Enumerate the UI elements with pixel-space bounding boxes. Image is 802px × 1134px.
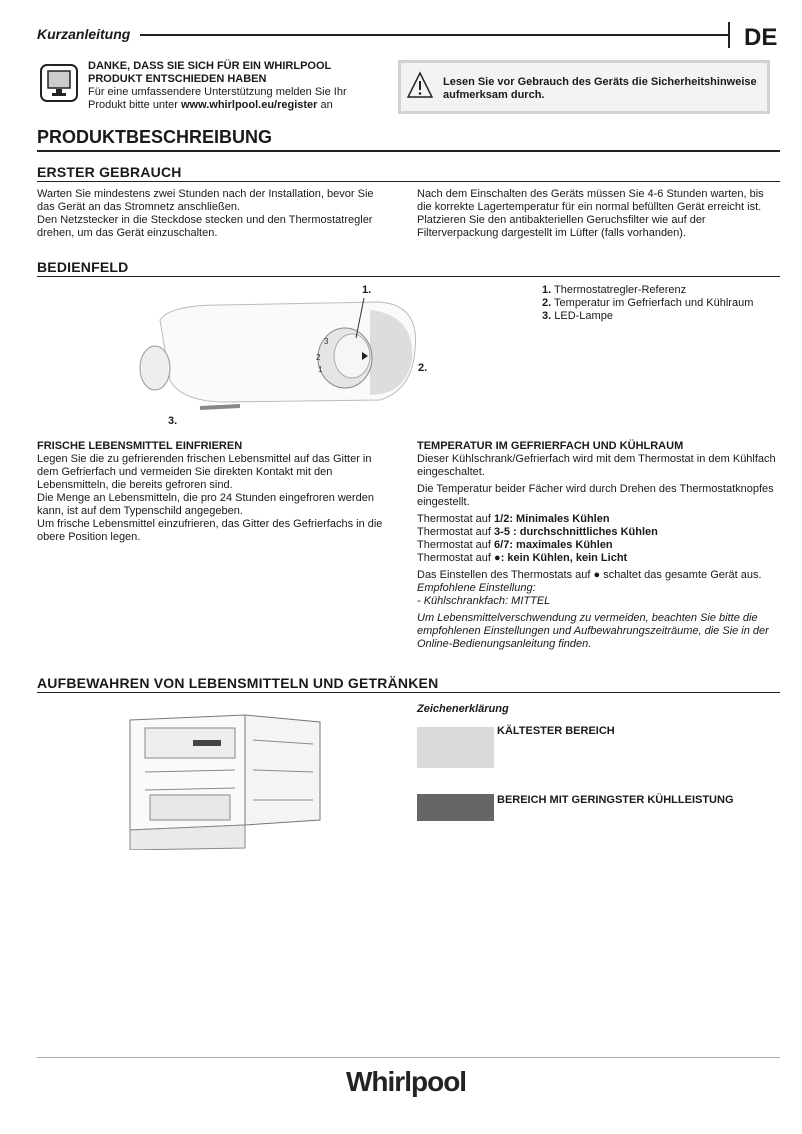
section-title-aufbewahren: AUFBEWAHREN VON LEBENSMITTELN UND GETRÄNKEN [37, 675, 439, 691]
section-title-produktbeschreibung: PRODUKTBESCHREIBUNG [37, 127, 273, 147]
section-title-bedienfeld: BEDIENFELD [37, 259, 129, 275]
dial-mark-3: 3 [324, 337, 329, 346]
setting-1: 1/2: Minimales Kühlen [494, 513, 610, 525]
warning-text-1: Lesen Sie vor Gebrauch des Geräts die Sicherheitshinweise [443, 76, 757, 88]
callout-2: 2. [418, 362, 428, 374]
section-title-erster-gebrauch: ERSTER GEBRAUCH [37, 164, 182, 180]
rule [37, 181, 780, 182]
dial-mark-2: 2 [316, 353, 321, 362]
erster-right: Nach dem Einschalten des Geräts müssen Sie 4-6 Stunden warten, bis die korrekte Lagertemperatur für ein normal befüllten Gerät erreicht ist. Platzieren Sie den antibakteriellen Geruchsfilter wie auf der Filterverpackung dargestellt im Lüfter (falls vorhanden). [417, 188, 764, 239]
legend-num: 3. [542, 310, 552, 322]
frische-title: FRISCHE LEBENSMITTEL EINFRIEREN [37, 440, 243, 452]
fridge-illustration [125, 710, 335, 850]
rule [37, 276, 780, 277]
setting-prefix: Thermostat auf [417, 552, 495, 564]
frische-p3: Um frische Lebensmittel einzufrieren, das Gitter des Gefrierfachs in die obere Position legen. [37, 518, 383, 543]
control-panel-illustration [130, 290, 440, 420]
legend-label-least-cooling: BEREICH MIT GERINGSTER KÜHLLEISTUNG [497, 794, 734, 806]
intro-thanks-2: PRODUKT ENTSCHIEDEN HABEN [88, 73, 267, 85]
intro-text [88, 60, 347, 112]
temp-waste: Um Lebensmittelverschwendung zu vermeiden, beachten Sie bitte die empfohlenen Einstellungen und Aufbewahrungszeiträume, die Sie in der Online-Bedienungsanleitung finden. [417, 612, 769, 650]
legend-label: Temperatur im Gefrierfach und Kühlraum [554, 297, 754, 309]
legend-title: Zeichenerklärung [417, 703, 509, 715]
bedienfeld-legend [542, 284, 753, 323]
register-link[interactable]: www.whirlpool.eu/register [180, 99, 318, 111]
frische-p2: Die Menge an Lebensmitteln, die pro 24 Stunden eingefroren werden kann, ist auf dem Typenschild angegeben. [37, 492, 374, 517]
legend-label: Thermostatregler-Referenz [554, 284, 687, 296]
dial-mark-1: 1 [318, 365, 323, 374]
temp-off: Das Einstellen des Thermostats auf ● schaltet das gesamte Gerät aus. [417, 569, 762, 581]
rule [37, 692, 780, 693]
setting-2: 3-5 : durchschnittliches Kühlen [494, 526, 658, 538]
intro-line-1: Für eine umfassendere Unterstützung melden Sie Ihr [88, 86, 347, 98]
language-label: DE [744, 24, 778, 51]
erster-left-1: Warten Sie mindestens zwei Stunden nach der Installation, bevor Sie das Gerät an das Stromnetz anschließen. [37, 188, 374, 213]
doc-title: Kurzanleitung [37, 26, 131, 42]
callout-3: 3. [168, 415, 178, 427]
frische-p1: Legen Sie die zu gefrierenden frischen Lebensmittel auf das Gitter in dem Gefrierfach und vermeiden Sie direkten Kontakt mit den Lebensmitteln, die bereits gefroren sind. [37, 453, 372, 491]
intro-line-2: Produkt bitte unter [88, 99, 181, 111]
temp-rec: Empfohlene Einstellung: [417, 582, 536, 594]
footer-rule [37, 1057, 780, 1058]
warning-icon [407, 71, 433, 99]
setting-prefix: Thermostat auf [417, 526, 495, 538]
header-rule [140, 34, 730, 36]
setting-off: ●: kein Kühlen, kein Licht [494, 552, 628, 564]
legend-swatch-least-cooling [417, 794, 494, 821]
temp-rec-value: - Kühlschrankfach: MITTEL [417, 595, 551, 607]
header-divider [728, 22, 730, 48]
temp-p2: Die Temperatur beider Fächer wird durch Drehen des Thermostatknopfes eingestellt. [417, 483, 774, 508]
setting-3: 6/7: maximales Kühlen [494, 539, 613, 551]
safety-warning-box [398, 60, 770, 114]
legend-num: 2. [542, 297, 552, 309]
rule [37, 150, 780, 152]
legend-num: 1. [542, 284, 552, 296]
temp-title: TEMPERATUR IM GEFRIERFACH UND KÜHLRAUM [417, 440, 684, 452]
legend-swatch-coldest [417, 727, 494, 768]
legend-label-coldest: KÄLTESTER BEREICH [497, 725, 615, 737]
setting-prefix: Thermostat auf [417, 513, 495, 525]
intro-thanks-1: DANKE, DASS SIE SICH FÜR EIN WHIRLPOOL [88, 60, 332, 72]
callout-1: 1. [362, 284, 372, 296]
monitor-icon [40, 64, 78, 107]
whirlpool-logo: Whirlpool [346, 1066, 467, 1097]
legend-label: LED-Lampe [554, 310, 613, 322]
erster-left-2: Den Netzstecker in die Steckdose stecken und den Thermostatregler drehen, um das Gerät einzuschalten. [37, 214, 373, 239]
warning-text-2: aufmerksam durch. [443, 89, 545, 101]
intro-line-2-end: an [317, 99, 333, 111]
setting-prefix: Thermostat auf [417, 539, 495, 551]
temp-p1: Dieser Kühlschrank/Gefrierfach wird mit dem Thermostat in dem Kühlfach eingeschaltet. [417, 453, 776, 478]
